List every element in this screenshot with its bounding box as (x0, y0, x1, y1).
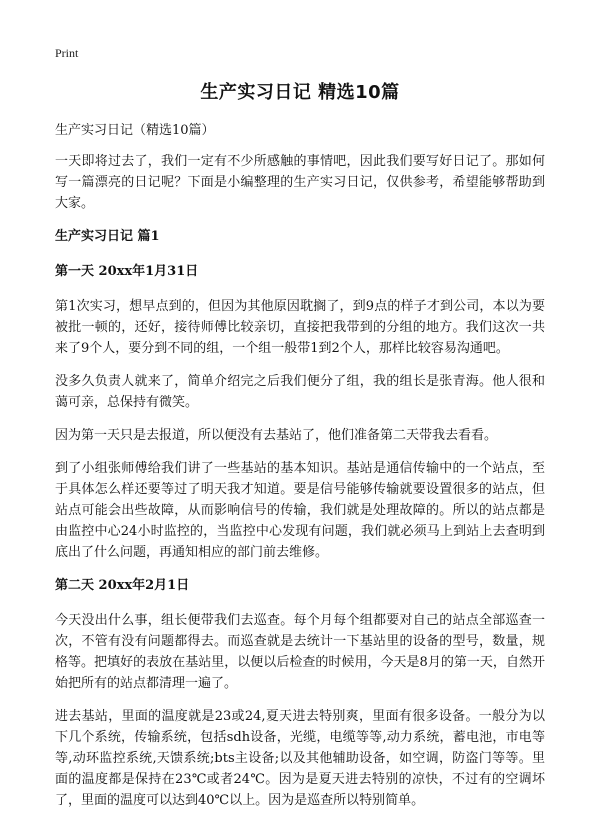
day1-paragraph: 第1次实习，想早点到的，但因为其他原因耽搁了，到9点的样子才到公司，本以为要被批一顿的，还好，接待师傅比较亲切，直接把我带到的分组的地方。我们这次一共来了9个人，要分到不同的组，一个组一般带1到2个人，那样比较容易沟通吧。 (55, 299, 545, 356)
day2-paragraph: 今天没出什么事，组长便带我们去巡查。每个月每个组都要对自己的站点全部巡查一次，不管有没有问题都得去。而巡查就是去统计一下基站里的设备的型号，数量，规格等。把填好的表放在基站里，以便以后检查的时候用，今天是8月的第一天，自然开始把所有的站点都清理一遍了。 (55, 613, 545, 691)
print-label[interactable]: Print (55, 46, 79, 60)
day2-paragraph: 进去基站，里面的温度就是23或24,夏天进去特别爽，里面有很多设备。一般分为以下几个系统，传输系统，包括sdh设备，光缆，电缆等等,动力系统，蓄电池，市电等等,动环监控系统,天馈系统;bts主设备;以及其他辅助设备，如空调，防盗门等等。里面的温度都是保持在23℃或者24℃。因为是夏天进去特别的凉快，不过有的空调坏了，里面的温度可以达到40℃以上。因为是巡查所以特别简单。 (55, 709, 545, 808)
day2-heading: 第二天 20xx年2月1日 (55, 578, 190, 593)
day1-paragraph: 因为第一天只是去报道，所以便没有去基站了，他们准备第二天带我去看看。 (55, 428, 498, 443)
section-heading: 生产实习日记 篇1 (55, 229, 160, 244)
page-title: 生产实习日记 精选10篇 (200, 82, 400, 103)
day1-heading: 第一天 20xx年1月31日 (55, 264, 199, 279)
day1-paragraph: 到了小组张师傅给我们讲了一些基站的基本知识。基站是通信传输中的一个站点，至于具体怎么样还要等过了明天我才知道。要是信号能够传输就要设置很多的站点，但站点可能会出些故障，从而影响信号的传输，我们就是处理故障的。所以的站点都是由监控中心24小时监控的，当监控中心发现有问题，我们就必须马上到站上去查明到底出了什么问题，再通知相应的部门前去维修。 (55, 461, 545, 560)
day1-paragraph: 没多久负责人就来了，简单介绍完之后我们便分了组，我的组长是张青海。他人很和蔼可亲，总保持有微笑。 (55, 374, 545, 410)
intro-paragraph: 一天即将过去了，我们一定有不少所感触的事情吧，因此我们要写好日记了。那如何写一篇漂亮的日记呢？下面是小编整理的生产实习日记，仅供参考，希望能够帮助到大家。 (55, 154, 545, 211)
document-body (55, 120, 545, 823)
document-subtitle: 生产实习日记（精选10篇） (55, 123, 215, 138)
